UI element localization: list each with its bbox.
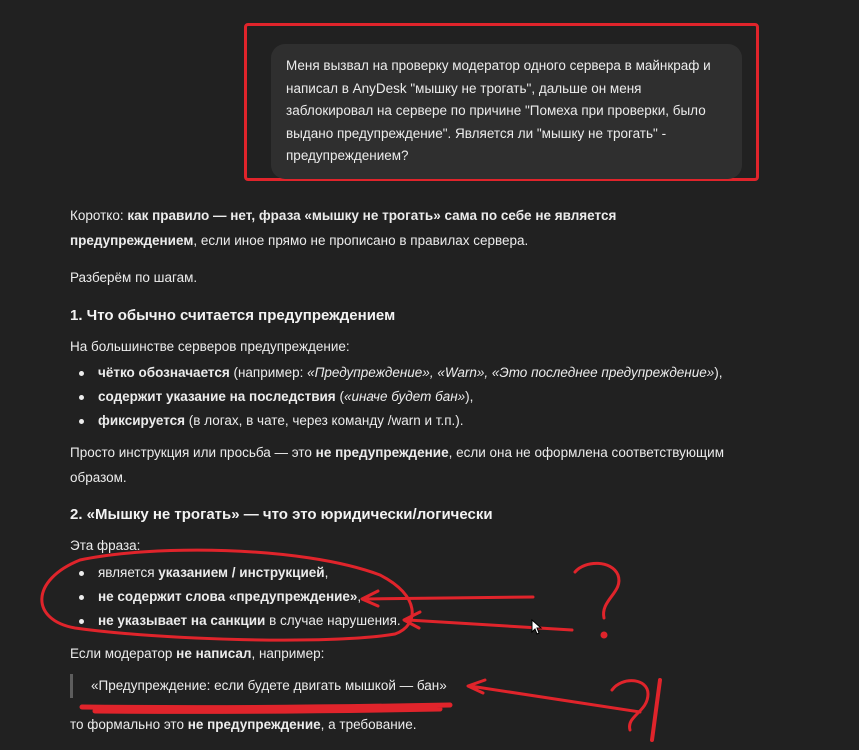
user-message-line: написал в AnyDesk "мышку не трогать", дальше он меня: [286, 80, 642, 96]
bullet-bold: фиксируется: [98, 413, 186, 428]
bullet-end: ,: [357, 589, 362, 604]
bullet-end: ),: [714, 365, 723, 380]
list-item: [70, 585, 401, 609]
bullet-end: ),: [465, 389, 474, 404]
section1-lead: На большинстве серверов предупреждение:: [70, 339, 350, 354]
final-line: [70, 712, 416, 737]
intro-tail: , если иное прямо не прописано в правилах сервера.: [193, 233, 529, 248]
example-quote: «Предупреждение: если будете двигать мышкой — бан»: [70, 674, 447, 698]
section2-heading: 2. «Мышку не трогать» — что это юридически/логически: [70, 506, 493, 523]
if-post: , например:: [251, 646, 325, 661]
if-bold: не написал: [176, 646, 252, 661]
bullet-text: (например:: [229, 365, 308, 380]
bullet-bold: указанием / инструкцией: [158, 565, 325, 580]
if-pre: Если модератор: [70, 646, 177, 661]
summary-bold: не предупреждение: [315, 445, 449, 460]
question-exclaim-annotation: [612, 681, 648, 730]
if-line: [70, 641, 324, 666]
final-pre: то формально это: [70, 717, 188, 732]
annotation-arrow: [404, 612, 572, 630]
steps-line: Разберём по шагам.: [70, 270, 198, 285]
bullet-text: (: [335, 389, 344, 404]
intro-bold: как правило — нет, фраза «мышку не трогать» сама по себе не является: [127, 208, 617, 223]
list-item: [70, 561, 401, 585]
list-item: [70, 409, 723, 433]
bullet-bold: не указывает на санкции: [98, 613, 266, 628]
list-item: [70, 385, 723, 409]
question-mark-annotation: [575, 563, 619, 618]
summary-line2: образом.: [70, 470, 127, 485]
user-message-line: выдано предупреждение". Является ли "мышку не трогать" -: [286, 125, 667, 141]
summary-pre: Просто инструкция или просьба — это: [70, 445, 316, 460]
section1-list: [70, 361, 723, 433]
final-post: , а требование.: [320, 717, 417, 732]
user-message-line: заблокировал на сервере по причине "Помеха при проверки, было: [286, 103, 706, 118]
list-item: [70, 361, 723, 385]
bullet-bold: чётко обозначается: [98, 365, 230, 380]
user-message-line: Меня вызвал на проверку модератор одного сервера в майнкраф и: [286, 58, 711, 73]
bullet-bold: содержит указание на последствия: [98, 389, 336, 404]
section2-list: [70, 561, 401, 633]
bullet-italic: «иначе будет бан»: [343, 389, 466, 404]
bullet-text: является: [98, 565, 159, 580]
bullet-end: в случае нарушения.: [265, 613, 401, 628]
bullet-bold: не содержит слова «предупреждение»: [98, 589, 358, 604]
bullet-end: ,: [324, 565, 329, 580]
mouse-cursor-icon: [531, 619, 543, 635]
summary-post: , если она не оформлена соответствующим: [448, 445, 724, 460]
list-item: [70, 609, 401, 633]
intro-lead: Коротко:: [70, 208, 128, 223]
annotation-arrow: [468, 680, 640, 712]
user-message-highlight: [244, 23, 759, 181]
intro-bold-2: предупреждением: [70, 233, 194, 248]
section1-heading: 1. Что обычно считается предупреждением: [70, 307, 396, 324]
bullet-italic: «Предупреждение», «Warn», «Это последнее предупреждение»: [307, 365, 715, 380]
bullet-text: (в логах, в чате, через команду /warn и т.п.).: [185, 413, 464, 428]
annotation-underline: [82, 705, 450, 711]
user-message-bubble: [271, 44, 742, 179]
user-message-line: предупреждением?: [286, 148, 409, 163]
final-bold: не предупреждение: [187, 717, 321, 732]
section1-summary: [70, 440, 770, 490]
section2-lead: Эта фраза:: [70, 538, 141, 553]
intro-paragraph: [70, 203, 630, 253]
